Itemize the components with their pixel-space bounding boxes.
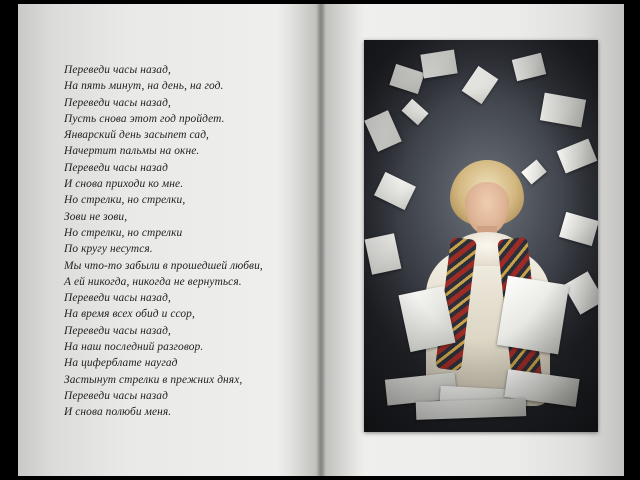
- poem-line: На пять минут, на день, на год.: [64, 80, 224, 93]
- photo-image: [364, 40, 598, 432]
- poem-line: Но стрелки, но стрелки: [64, 226, 183, 239]
- poem-text: [64, 62, 304, 421]
- poem-line: Зови не зови,: [64, 210, 128, 223]
- poem-line: Переведи часы назад,: [64, 96, 171, 109]
- poem-line: Переведи часы назад,: [64, 324, 171, 337]
- poem-line: Мы что-то забыли в прошедшей любви,: [64, 259, 263, 272]
- poem-line: Начертит пальмы на окне.: [64, 145, 200, 158]
- poem-line: А ей никогда, никогда не вернуться.: [64, 275, 242, 288]
- photograph: [364, 40, 598, 432]
- poem-line: Переведи часы назад,: [64, 64, 171, 76]
- poem-line: На наш последний разговор.: [64, 341, 204, 354]
- poem-line: Но стрелки, но стрелки,: [64, 194, 186, 207]
- poem-line: Пусть снова этот год пройдет.: [64, 112, 225, 125]
- poem-line: Переведи часы назад,: [64, 292, 171, 305]
- poem-line: И снова полюби меня.: [64, 406, 172, 419]
- poem-line: По кругу несутся.: [64, 243, 153, 256]
- poem-line: Переведи часы назад: [64, 389, 168, 402]
- left-page: [18, 4, 321, 476]
- poem-line: Переведи часы назад: [64, 161, 168, 174]
- poem-line: Застынут стрелки в прежних днях,: [64, 373, 243, 386]
- poem-line: И снова приходи ко мне.: [64, 178, 184, 191]
- right-page: [321, 4, 624, 476]
- book-spread: [18, 4, 624, 476]
- photo-vignette: [364, 40, 598, 432]
- poem-line: На время всех обид и ссор,: [64, 308, 195, 321]
- poem-line: На циферблате наугад: [64, 357, 178, 370]
- poem-line: Январский день засыпет сад,: [64, 129, 210, 142]
